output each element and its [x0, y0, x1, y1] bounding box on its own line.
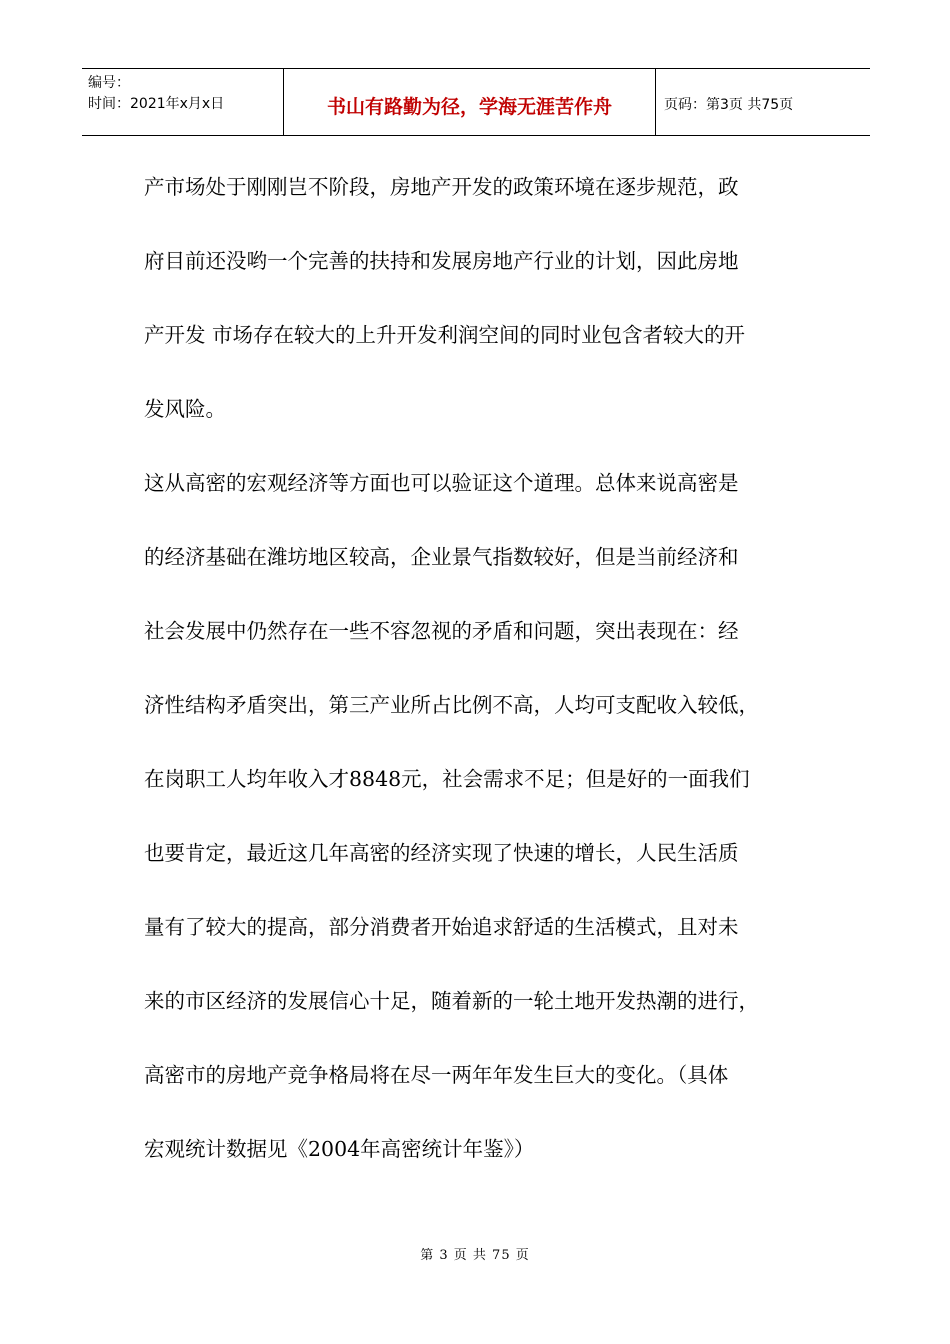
body-line: 的经济基础在潍坊地区较高，企业景气指数较好，但是当前经济和: [144, 545, 739, 569]
body-line: 来的市区经济的发展信心十足，随着新的一轮土地开发热潮的进行，: [144, 989, 759, 1013]
body-line: 府目前还没哟一个完善的扶持和发展房地产行业的计划，因此房地: [144, 249, 739, 273]
body-line: 量有了较大的提高，部分消费者开始追求舒适的生活模式，且对未: [144, 915, 739, 939]
body-line: 高密市的房地产竞争格局将在尽一两年年发生巨大的变化。（具体: [144, 1063, 729, 1087]
body-line: 济性结构矛盾突出，第三产业所占比例不高，人均可支配收入较低，: [144, 693, 759, 717]
body-line: 产市场处于刚刚岂不阶段，房地产开发的政策环境在逐步规范，政: [144, 175, 739, 199]
body-line: 社会发展中仍然存在一些不容忽视的矛盾和问题，突出表现在：经: [144, 619, 739, 643]
motto-text: 书山有路勤为径，学海无涯苦作舟: [326, 95, 612, 118]
page-footer: [0, 1244, 950, 1263]
header-motto: [284, 69, 656, 135]
header-meta: [82, 69, 284, 135]
body-line: 这从高密的宏观经济等方面也可以验证这个道理。总体来说高密是: [144, 471, 739, 495]
document-number-label: 编号：: [88, 75, 130, 91]
body-line: 在岗职工人均年收入才8848元，社会需求不足；但是好的一面我们: [144, 767, 750, 791]
footer-page-number: 第 3 页 共 75 页: [420, 1248, 530, 1263]
body-line: 宏观统计数据见《2004年高密统计年鉴》）: [144, 1137, 535, 1161]
body-line: 产开发 市场存在较大的上升开发利润空间的同时业包含者较大的开: [144, 323, 746, 347]
document-date: 时间：2021年x月x日: [88, 96, 225, 112]
document-body: [144, 150, 809, 1186]
page-code-text: 页码：第3页 共75页: [664, 97, 794, 113]
header-page-code: [656, 69, 870, 135]
body-line: 发风险。: [144, 397, 226, 421]
body-line: 也要肯定，最近这几年高密的经济实现了快速的增长，人民生活质: [144, 841, 739, 865]
page-header: [82, 68, 870, 136]
